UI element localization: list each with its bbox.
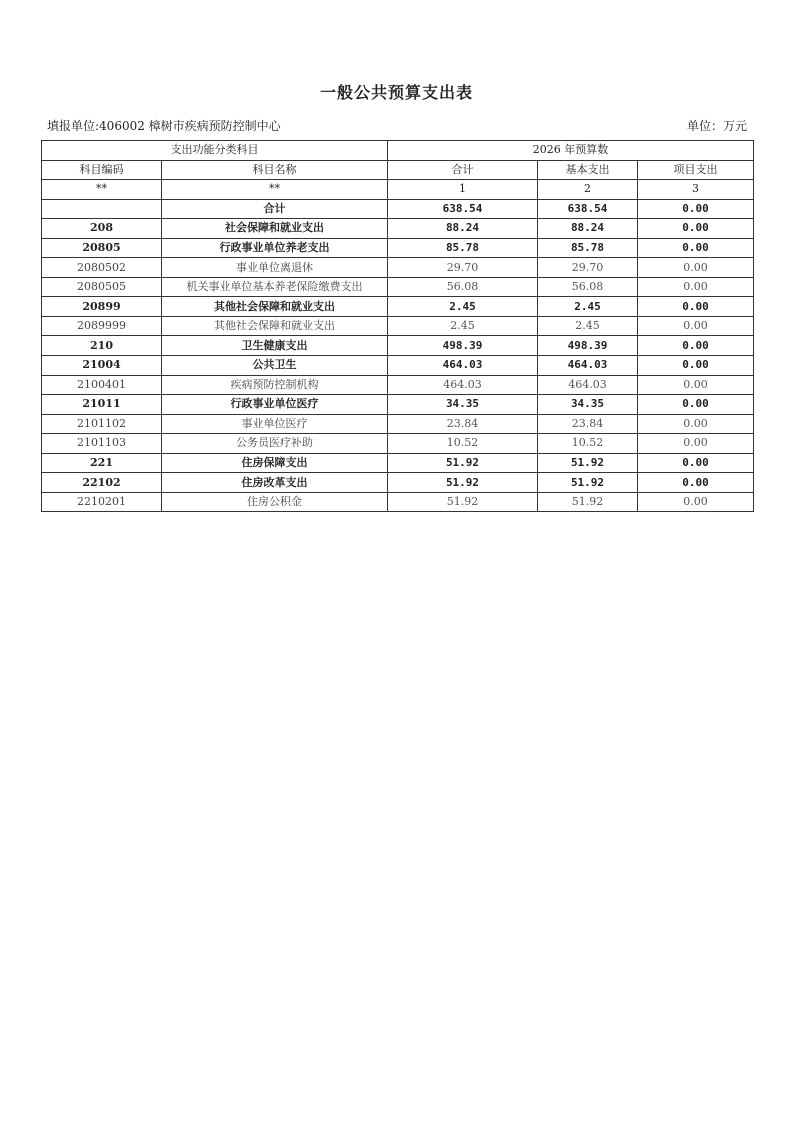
report-meta [47,117,747,135]
header-function-classification: 支出功能分类科目 [42,141,388,161]
header-project: 项目支出 [638,160,754,180]
table-row [42,356,754,376]
cell-total: 10.52 [388,434,538,454]
cell-total: 85.78 [388,238,538,258]
header-group-row [42,141,754,161]
cell-basic: 29.70 [538,258,638,278]
header-column-row [42,160,754,180]
table-row [42,199,754,219]
cell-total: 498.39 [388,336,538,356]
cell-project: 0.00 [638,297,754,317]
cell-project: 0.00 [638,434,754,454]
table-row [42,492,754,512]
table-row [42,277,754,297]
cell-code: 2101103 [42,434,162,454]
cell-project: 0.00 [638,356,754,376]
cell-project: 0.00 [638,316,754,336]
currency-unit: 单位：万元 [686,119,747,133]
table-row [42,434,754,454]
budget-table [41,140,754,512]
cell-project: 0.00 [638,277,754,297]
cell-total: 51.92 [388,453,538,473]
cell-code: 2080505 [42,277,162,297]
cell-name: 其他社会保障和就业支出 [162,297,388,317]
cell-code: 21004 [42,356,162,376]
cell-basic: 51.92 [538,492,638,512]
cell-project: 0.00 [638,336,754,356]
table-row [42,375,754,395]
cell-total: 464.03 [388,375,538,395]
cell-project: 0.00 [638,492,754,512]
cell-project: 0.00 [638,219,754,239]
index-total: 1 [388,180,538,200]
cell-name: 住房保障支出 [162,453,388,473]
table-row [42,473,754,493]
cell-project: 0.00 [638,375,754,395]
cell-name: 卫生健康支出 [162,336,388,356]
cell-name: 住房改革支出 [162,473,388,493]
cell-code: 2100401 [42,375,162,395]
cell-project: 0.00 [638,238,754,258]
cell-name: 疾病预防控制机构 [162,375,388,395]
cell-name: 公务员医疗补助 [162,434,388,454]
table-row [42,258,754,278]
cell-total: 638.54 [388,199,538,219]
table-row [42,453,754,473]
cell-total: 464.03 [388,356,538,376]
cell-total: 34.35 [388,395,538,415]
cell-basic: 23.84 [538,414,638,434]
header-name: 科目名称 [162,160,388,180]
cell-basic: 638.54 [538,199,638,219]
cell-name: 事业单位医疗 [162,414,388,434]
index-name: ** [162,180,388,200]
filing-unit: 填报单位:406002 樟树市疾病预防控制中心 [47,119,281,133]
cell-basic: 88.24 [538,219,638,239]
cell-code: 22102 [42,473,162,493]
cell-basic: 85.78 [538,238,638,258]
cell-total: 2.45 [388,297,538,317]
cell-basic: 10.52 [538,434,638,454]
cell-name: 机关事业单位基本养老保险缴费支出 [162,277,388,297]
index-project: 3 [638,180,754,200]
cell-basic: 2.45 [538,316,638,336]
table-row [42,238,754,258]
cell-code: 2089999 [42,316,162,336]
cell-total: 2.45 [388,316,538,336]
cell-total: 23.84 [388,414,538,434]
cell-total: 51.92 [388,492,538,512]
table-row [42,316,754,336]
cell-name: 行政事业单位医疗 [162,395,388,415]
cell-name: 事业单位离退休 [162,258,388,278]
cell-total: 88.24 [388,219,538,239]
table-row [42,414,754,434]
page-title: 一般公共预算支出表 [319,83,473,102]
table-row [42,297,754,317]
cell-name: 社会保障和就业支出 [162,219,388,239]
cell-code: 20805 [42,238,162,258]
cell-project: 0.00 [638,414,754,434]
cell-name: 合计 [162,199,388,219]
cell-name: 行政事业单位养老支出 [162,238,388,258]
cell-project: 0.00 [638,199,754,219]
cell-basic: 464.03 [538,375,638,395]
index-basic: 2 [538,180,638,200]
cell-basic: 34.35 [538,395,638,415]
cell-project: 0.00 [638,258,754,278]
header-code: 科目编码 [42,160,162,180]
cell-code: 20899 [42,297,162,317]
cell-basic: 498.39 [538,336,638,356]
header-index-row [42,180,754,200]
cell-code: 2080502 [42,258,162,278]
cell-code: 2210201 [42,492,162,512]
header-basic: 基本支出 [538,160,638,180]
budget-table-body [42,141,754,512]
table-row [42,336,754,356]
cell-total: 56.08 [388,277,538,297]
cell-name: 公共卫生 [162,356,388,376]
cell-total: 51.92 [388,473,538,493]
cell-project: 0.00 [638,395,754,415]
cell-basic: 464.03 [538,356,638,376]
header-budget-year: 2026 年预算数 [388,141,754,161]
table-row [42,219,754,239]
cell-name: 其他社会保障和就业支出 [162,316,388,336]
table-row [42,395,754,415]
cell-code: 210 [42,336,162,356]
cell-basic: 2.45 [538,297,638,317]
cell-code: 221 [42,453,162,473]
header-total: 合计 [388,160,538,180]
cell-project: 0.00 [638,453,754,473]
cell-total: 29.70 [388,258,538,278]
index-code: ** [42,180,162,200]
cell-code [42,199,162,219]
cell-code: 21011 [42,395,162,415]
cell-code: 2101102 [42,414,162,434]
cell-name: 住房公积金 [162,492,388,512]
cell-basic: 51.92 [538,473,638,493]
cell-code: 208 [42,219,162,239]
cell-project: 0.00 [638,473,754,493]
cell-basic: 51.92 [538,453,638,473]
cell-basic: 56.08 [538,277,638,297]
